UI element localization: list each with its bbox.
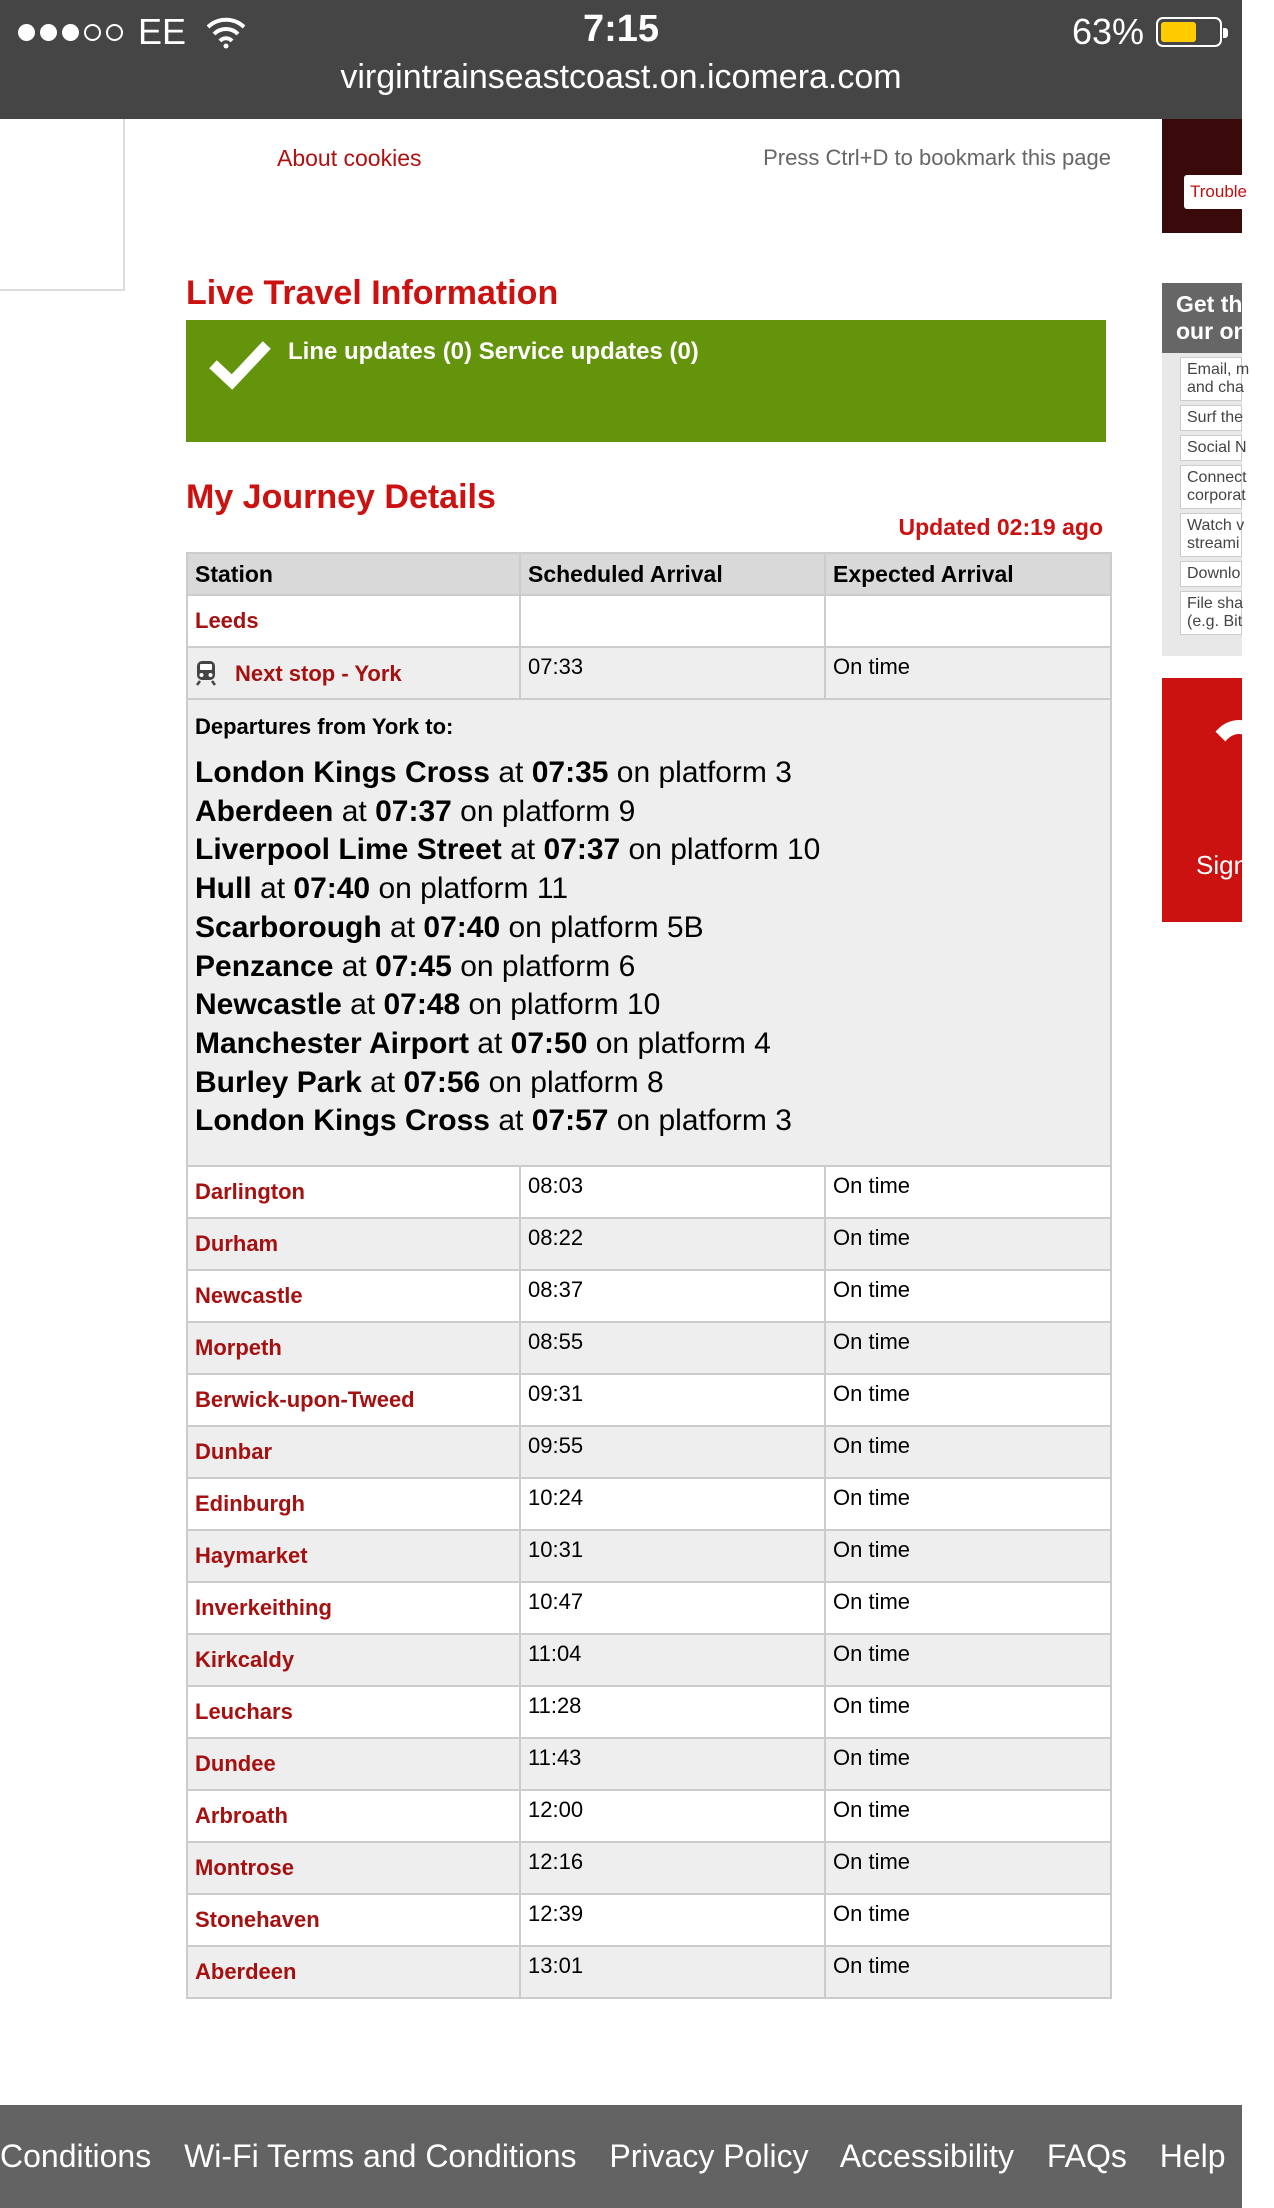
table-row — [187, 1218, 1111, 1270]
sidebar-item-line: corporat — [1187, 487, 1246, 504]
carrier-name: EE — [138, 11, 187, 52]
departure-platform: 4 — [754, 1026, 771, 1060]
station-cell — [187, 1738, 520, 1790]
footer-link-wifi-terms[interactable]: Wi-Fi Terms and Conditions — [184, 2138, 577, 2174]
departure-line — [195, 1102, 1103, 1141]
station-cell — [187, 1530, 520, 1582]
departure-platform-label: on platform — [488, 1065, 639, 1099]
expected-cell: On time — [825, 1270, 1111, 1322]
sidebar-box-item — [1180, 465, 1247, 509]
next-stop-link[interactable]: Next stop - York — [235, 660, 402, 686]
table-row — [187, 1426, 1111, 1478]
scheduled-cell: 08:55 — [520, 1322, 825, 1374]
departure-line — [195, 948, 1103, 987]
scheduled-cell: 11:04 — [520, 1634, 825, 1686]
journey-table — [186, 552, 1112, 1999]
sidebar-heading-line: our on — [1176, 318, 1248, 344]
expected-cell: On time — [825, 1738, 1111, 1790]
station-cell — [187, 1322, 520, 1374]
departure-time: 07:35 — [531, 756, 609, 789]
departure-platform-label: on platform — [508, 910, 659, 944]
station-link[interactable]: Newcastle — [195, 1283, 303, 1309]
station-cell — [187, 1218, 520, 1270]
station-link[interactable]: Montrose — [195, 1855, 294, 1881]
table-row — [187, 1946, 1111, 1998]
station-cell — [187, 1426, 520, 1478]
journey-title: My Journey Details — [186, 478, 496, 516]
sidebar-info-box — [1162, 283, 1250, 656]
departure-time: 07:57 — [531, 1104, 609, 1138]
scheduled-cell: 12:39 — [520, 1894, 825, 1946]
station-link[interactable]: Dunbar — [195, 1439, 272, 1465]
promo-logo-icon — [1204, 720, 1274, 810]
departure-destination: Penzance — [195, 949, 334, 983]
updates-banner — [186, 320, 1106, 442]
promo-text-line: I — [1248, 884, 1256, 914]
departure-time: 07:50 — [510, 1026, 588, 1060]
sidebar-item-line: streami — [1187, 535, 1240, 552]
scheduled-cell: 08:22 — [520, 1218, 825, 1270]
departure-line — [195, 870, 1103, 909]
departure-at: at — [260, 872, 286, 906]
scheduled-cell — [520, 595, 825, 647]
departure-time: 07:37 — [375, 794, 452, 828]
departure-time: 07:56 — [403, 1065, 481, 1099]
departure-at: at — [477, 1026, 503, 1060]
sidebar-box-item — [1180, 591, 1242, 635]
expected-cell: On time — [825, 1322, 1111, 1374]
status-right — [1072, 10, 1222, 54]
table-row — [187, 1790, 1111, 1842]
departure-at: at — [510, 833, 536, 867]
footer-link-privacy[interactable]: Privacy Policy — [609, 2138, 809, 2174]
departure-destination: Newcastle — [195, 988, 342, 1022]
expected-cell: On time — [825, 1530, 1111, 1582]
sidebar-promo-top — [1162, 119, 1248, 233]
table-row — [187, 1686, 1111, 1738]
departures-cell — [187, 699, 1111, 1166]
departure-at: at — [498, 1104, 524, 1138]
origin-row — [187, 595, 1111, 647]
scheduled-cell: 13:01 — [520, 1946, 825, 1998]
scheduled-cell: 09:31 — [520, 1374, 825, 1426]
departure-at: at — [390, 910, 416, 944]
footer-link-accessibility[interactable]: Accessibility — [839, 2138, 1014, 2174]
sidebar-item-line: Email, m — [1187, 361, 1250, 378]
scheduled-cell: 10:31 — [520, 1530, 825, 1582]
table-row — [187, 1842, 1111, 1894]
expected-cell: On time — [825, 1946, 1111, 1998]
departure-time: 07:37 — [543, 833, 621, 867]
station-cell — [187, 1894, 520, 1946]
departure-platform: 6 — [618, 949, 636, 983]
table-row — [187, 1894, 1111, 1946]
train-icon — [195, 660, 217, 686]
footer — [0, 2105, 1242, 2208]
departure-platform-label: on platform — [595, 1026, 746, 1060]
url-bar[interactable]: virgintrainseastcoast.on.icomera.com — [340, 58, 902, 96]
station-cell — [187, 1478, 520, 1530]
departure-platform: 11 — [536, 872, 569, 906]
promo-text — [1196, 848, 1255, 916]
station-link[interactable]: Kirkcaldy — [195, 1647, 295, 1673]
departure-platform-label: on platform — [616, 1104, 767, 1138]
footer-link-help[interactable]: Help — [1159, 2138, 1226, 2174]
next-stop-row — [187, 647, 1111, 699]
departure-platform: 9 — [618, 794, 636, 828]
departure-platform: 5B — [666, 910, 704, 944]
departure-time: 07:45 — [375, 949, 452, 983]
browser-chrome — [0, 0, 1242, 119]
table-row — [187, 1374, 1111, 1426]
station-cell — [187, 1270, 520, 1322]
departure-time: 07:40 — [293, 872, 371, 906]
sidebar-item-line: File sha — [1187, 595, 1244, 612]
departure-at: at — [341, 949, 367, 983]
scheduled-cell: 10:47 — [520, 1582, 825, 1634]
scheduled-cell: 12:16 — [520, 1842, 825, 1894]
departure-platform-label: on platform — [616, 756, 767, 789]
station-link[interactable]: Aberdeen — [195, 1959, 297, 1985]
station-link[interactable]: Morpeth — [195, 1335, 282, 1361]
expected-cell: On time — [825, 1426, 1111, 1478]
sidebar-item-line: Social N — [1187, 439, 1247, 456]
scheduled-cell: 12:00 — [520, 1790, 825, 1842]
scheduled-cell: 08:03 — [520, 1166, 825, 1218]
about-cookies-link[interactable]: About cookies — [277, 145, 422, 171]
station-link[interactable]: Stonehaven — [195, 1907, 320, 1933]
departures-row — [187, 699, 1111, 1166]
station-link[interactable]: Haymarket — [195, 1543, 308, 1569]
left-panel — [0, 119, 125, 291]
check-icon — [212, 342, 268, 390]
station-cell — [187, 1374, 520, 1426]
sidebar-signup-promo[interactable] — [1162, 678, 1256, 922]
sidebar-box-item — [1180, 435, 1247, 461]
departure-platform: 10 — [786, 833, 821, 867]
expected-cell: On time — [825, 647, 1111, 699]
live-travel-title: Live Travel Information — [186, 274, 559, 312]
departure-platform: 3 — [775, 756, 792, 789]
station-cell — [187, 1166, 520, 1218]
departures-heading: Departures from York to: — [195, 714, 454, 739]
column-header-expected: Expected Arrival — [825, 553, 1111, 595]
departure-platform: 10 — [626, 988, 661, 1022]
station-link[interactable]: Dundee — [195, 1751, 276, 1777]
promo-text-line: Sign — [1196, 850, 1249, 880]
expected-cell: On time — [825, 1686, 1111, 1738]
table-row — [187, 1634, 1111, 1686]
sidebar-box-item — [1180, 357, 1250, 401]
departure-destination: Liverpool Lime Street — [195, 833, 502, 867]
trouble-button[interactable]: Trouble — [1184, 175, 1264, 209]
station-link[interactable]: Arbroath — [195, 1803, 288, 1829]
departure-time: 07:40 — [423, 910, 501, 944]
departure-line — [195, 986, 1103, 1025]
sidebar-item-line: Downlo — [1187, 565, 1241, 582]
departure-platform-label: on platform — [460, 794, 611, 828]
footer-link-conditions[interactable]: Conditions — [0, 2138, 152, 2174]
column-header-station: Station — [187, 553, 520, 595]
station-cell — [187, 1946, 520, 1998]
departures-list — [195, 754, 1103, 1141]
departure-line — [195, 909, 1103, 948]
table-row — [187, 1270, 1111, 1322]
departure-line — [195, 1025, 1103, 1064]
departure-line — [195, 1064, 1103, 1103]
departure-platform-label: on platform — [378, 872, 529, 906]
sidebar-heading-line: Get th — [1176, 291, 1243, 317]
footer-link-faqs[interactable]: FAQs — [1046, 2138, 1127, 2174]
updates-text[interactable]: Line updates (0) Service updates (0) — [288, 338, 699, 365]
departure-platform-label: on platform — [468, 988, 619, 1022]
sidebar-item-line: and cha — [1187, 379, 1244, 396]
station-cell — [187, 1790, 520, 1842]
battery-icon — [1156, 17, 1222, 47]
sidebar-box-item — [1180, 405, 1242, 431]
scheduled-cell: 11:43 — [520, 1738, 825, 1790]
station-cell — [187, 1842, 520, 1894]
expected-cell: On time — [825, 1218, 1111, 1270]
bookmark-hint: Press Ctrl+D to bookmark this page — [763, 145, 1111, 170]
status-time: 7:15 — [582, 8, 660, 50]
scheduled-cell: 07:33 — [520, 647, 825, 699]
departure-time: 07:48 — [383, 988, 461, 1022]
departure-destination: London Kings Cross — [195, 756, 490, 789]
scheduled-cell: 11:28 — [520, 1686, 825, 1738]
departure-destination: Burley Park — [195, 1065, 362, 1099]
expected-cell: On time — [825, 1634, 1111, 1686]
departure-at: at — [341, 794, 367, 828]
station-link[interactable]: Edinburgh — [195, 1491, 305, 1517]
table-row — [187, 1530, 1111, 1582]
departure-platform: 3 — [775, 1104, 792, 1138]
sidebar-item-line: (e.g. Bit — [1187, 613, 1243, 630]
sidebar-item-line: Surf the — [1187, 409, 1244, 426]
departure-at: at — [498, 756, 524, 789]
departure-platform-label: on platform — [628, 833, 779, 867]
scheduled-cell: 09:55 — [520, 1426, 825, 1478]
sidebar-box-heading — [1162, 283, 1248, 353]
sidebar-item-line: Watch v — [1187, 517, 1245, 534]
expected-cell: On time — [825, 1478, 1111, 1530]
departure-line — [195, 793, 1103, 832]
departure-destination: Manchester Airport — [195, 1026, 469, 1060]
table-row — [187, 1738, 1111, 1790]
battery-percent: 63% — [1071, 11, 1144, 52]
departure-line — [195, 831, 1103, 870]
departure-destination: Hull — [195, 872, 252, 906]
scheduled-cell: 08:37 — [520, 1270, 825, 1322]
departure-destination: Scarborough — [195, 910, 382, 944]
departure-destination: London Kings Cross — [195, 1104, 490, 1138]
station-link[interactable]: Inverkeithing — [195, 1595, 332, 1621]
updated-ago: Updated 02:19 ago — [898, 514, 1103, 540]
scheduled-cell: 10:24 — [520, 1478, 825, 1530]
battery-cap — [1223, 28, 1228, 38]
sidebar-item-line: Connect — [1187, 469, 1247, 486]
table-row — [187, 1322, 1111, 1374]
station-link[interactable]: Durham — [195, 1231, 279, 1257]
station-link[interactable]: Leuchars — [195, 1699, 293, 1725]
battery-fill — [1161, 22, 1196, 42]
station-cell — [187, 1686, 520, 1738]
station-link[interactable]: Darlington — [195, 1179, 305, 1205]
departure-at: at — [370, 1065, 396, 1099]
expected-cell — [825, 595, 1111, 647]
table-row — [187, 1582, 1111, 1634]
column-header-scheduled: Scheduled Arrival — [520, 553, 825, 595]
departure-line — [195, 754, 1103, 793]
expected-cell: On time — [825, 1842, 1111, 1894]
departure-at: at — [350, 988, 376, 1022]
expected-cell: On time — [825, 1166, 1111, 1218]
station-cell — [187, 1634, 520, 1686]
expected-cell: On time — [825, 1582, 1111, 1634]
expected-cell: On time — [825, 1894, 1111, 1946]
sidebar-box-item — [1180, 561, 1242, 587]
station-link[interactable]: Leeds — [195, 608, 259, 633]
station-link[interactable]: Berwick-upon-Tweed — [195, 1387, 415, 1413]
departure-platform-label: on platform — [460, 949, 611, 983]
sidebar-box-item — [1180, 513, 1245, 557]
departure-platform: 8 — [646, 1065, 664, 1099]
table-row — [187, 1166, 1111, 1218]
table-row — [187, 1478, 1111, 1530]
expected-cell: On time — [825, 1374, 1111, 1426]
expected-cell: On time — [825, 1790, 1111, 1842]
station-cell — [187, 1582, 520, 1634]
departure-destination: Aberdeen — [195, 794, 334, 828]
